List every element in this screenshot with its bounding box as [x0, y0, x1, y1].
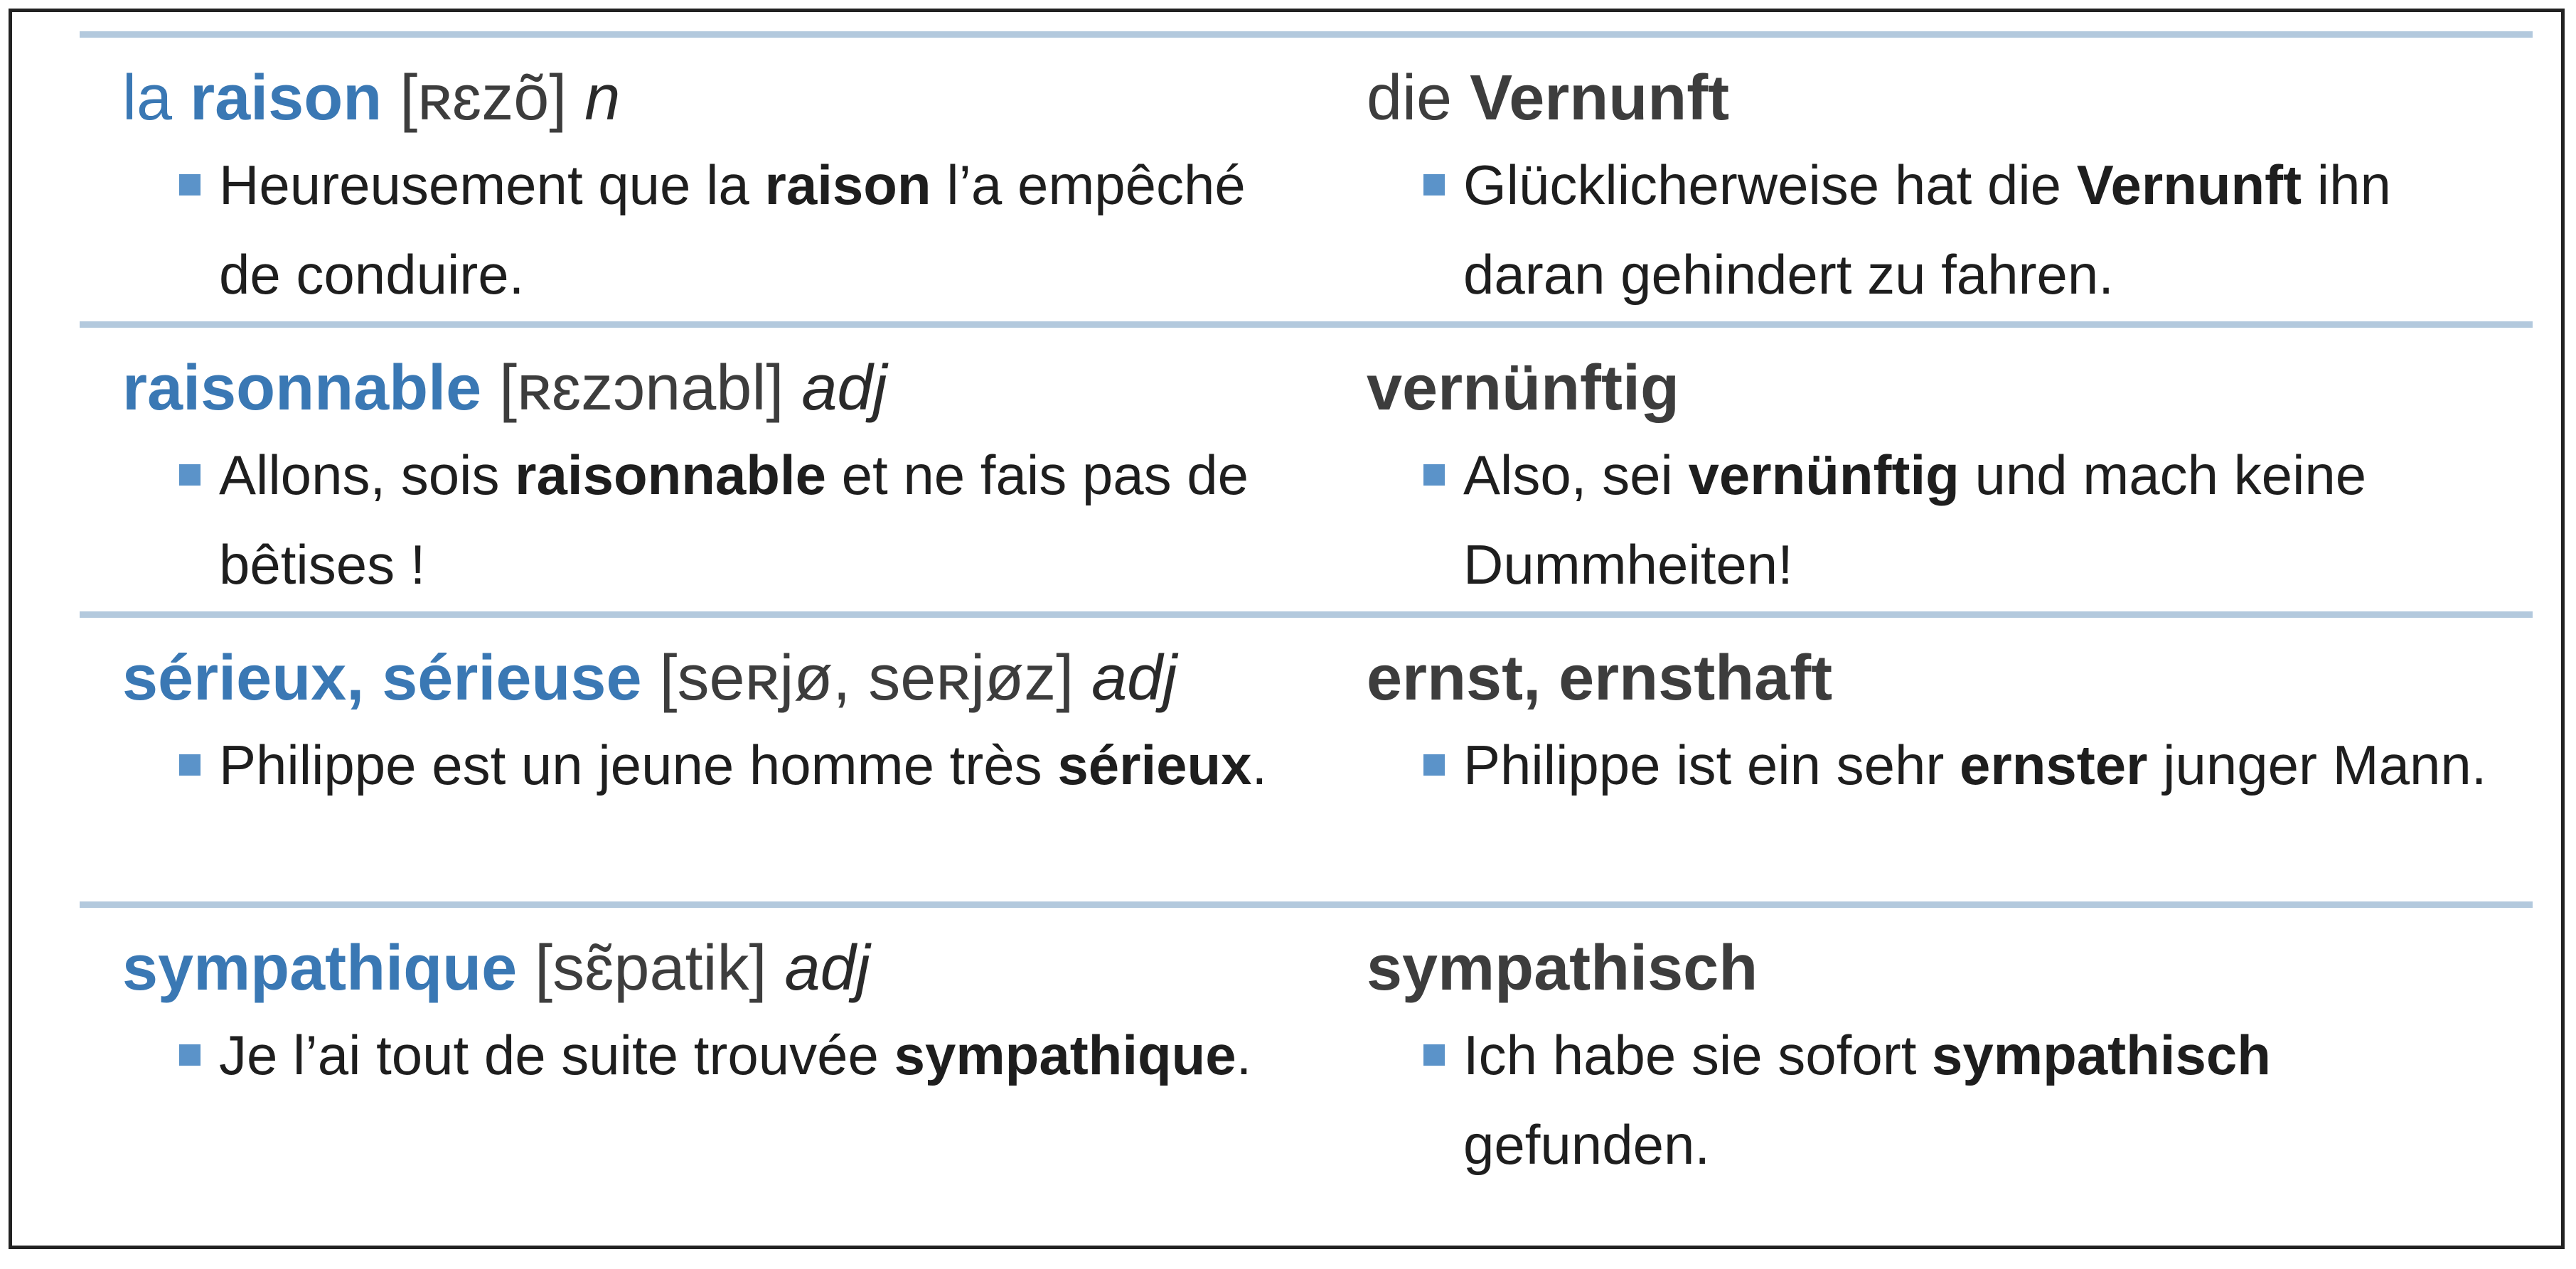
- french-headword: [122, 56, 1303, 140]
- part-of-speech: adj: [1091, 643, 1177, 714]
- vocab-entry: [80, 31, 2533, 321]
- german-headword: [1367, 346, 2518, 430]
- german-article: die: [1367, 63, 1453, 134]
- vocab-entry: [80, 901, 2533, 1192]
- vocabulary-frame: [9, 9, 2565, 1249]
- example-highlight: sympathique: [894, 1024, 1236, 1086]
- german-lemma: vernünftig: [1367, 353, 1679, 424]
- vocab-entry: [80, 611, 2533, 901]
- french-headword: [122, 926, 1303, 1010]
- german-example: [1367, 1010, 2518, 1189]
- french-example: [122, 430, 1303, 609]
- french-headword: [122, 346, 1303, 430]
- example-text: et ne fais pas de bêtises !: [219, 444, 1249, 596]
- square-bullet-icon: [179, 754, 201, 776]
- german-example: [1367, 720, 2518, 810]
- example-text: ihn daran gehindert zu fahren.: [1463, 154, 2391, 306]
- german-lemma: ernst, ernsthaft: [1367, 643, 1833, 714]
- part-of-speech: adj: [801, 353, 887, 424]
- german-column: [1367, 926, 2518, 1189]
- example-highlight: vernünftig: [1688, 444, 1960, 506]
- pronunciation: [seʀjø, seʀjøz]: [659, 643, 1074, 714]
- example-text: Ich habe sie sofort: [1463, 1024, 1933, 1086]
- example-highlight: sérieux: [1057, 734, 1252, 796]
- square-bullet-icon: [179, 174, 201, 196]
- example-text: Also, sei: [1463, 444, 1689, 506]
- example-highlight: Vernunft: [2076, 154, 2302, 216]
- part-of-speech: n: [584, 63, 621, 134]
- example-text: junger Mann.: [2147, 734, 2487, 796]
- french-column: [122, 636, 1303, 810]
- german-example: [1367, 430, 2518, 609]
- french-lemma: sérieux, sérieuse: [122, 643, 642, 714]
- example-text: Je l’ai tout de suite trouvée: [219, 1024, 894, 1086]
- pronunciation: [ʀɛzõ]: [400, 63, 567, 134]
- example-text: und mach keine Dummheiten!: [1463, 444, 2367, 596]
- example-text: Heureusement que la: [219, 154, 765, 216]
- example-text: .: [1236, 1024, 1252, 1086]
- french-article: la: [122, 63, 173, 134]
- french-example: [122, 720, 1303, 810]
- vocabulary-list: [80, 31, 2533, 1192]
- french-column: [122, 346, 1303, 609]
- example-highlight: raison: [764, 154, 931, 216]
- french-lemma: raisonnable: [122, 353, 482, 424]
- square-bullet-icon: [1423, 174, 1445, 196]
- french-lemma: sympathique: [122, 933, 518, 1004]
- square-bullet-icon: [1423, 754, 1445, 776]
- german-headword: [1367, 636, 2518, 720]
- example-highlight: raisonnable: [515, 444, 826, 506]
- example-highlight: sympathisch: [1932, 1024, 2271, 1086]
- example-text: Allons, sois: [219, 444, 515, 506]
- german-headword: [1367, 926, 2518, 1010]
- example-text: l’a empêché de conduire.: [219, 154, 1246, 306]
- example-text: Glücklicherweise hat die: [1463, 154, 2077, 216]
- german-column: [1367, 636, 2518, 810]
- french-example: [122, 140, 1303, 319]
- pronunciation: [sɛ̃patik]: [535, 933, 767, 1004]
- vocab-entry: [80, 321, 2533, 611]
- french-column: [122, 56, 1303, 319]
- german-lemma: sympathisch: [1367, 933, 1758, 1004]
- french-headword: [122, 636, 1303, 720]
- square-bullet-icon: [179, 1044, 201, 1066]
- part-of-speech: adj: [784, 933, 870, 1004]
- french-example: [122, 1010, 1303, 1100]
- german-column: [1367, 56, 2518, 319]
- german-column: [1367, 346, 2518, 609]
- french-lemma: raison: [190, 63, 383, 134]
- example-text: .: [1251, 734, 1268, 796]
- pronunciation: [ʀɛzɔnabl]: [499, 353, 784, 424]
- example-highlight: ernster: [1960, 734, 2148, 796]
- square-bullet-icon: [179, 464, 201, 486]
- german-headword: [1367, 56, 2518, 140]
- example-text: gefunden.: [1463, 1113, 1711, 1176]
- square-bullet-icon: [1423, 464, 1445, 486]
- german-example: [1367, 140, 2518, 319]
- german-lemma: Vernunft: [1470, 63, 1730, 134]
- square-bullet-icon: [1423, 1044, 1445, 1066]
- example-text: Philippe est un jeune homme très: [219, 734, 1058, 796]
- french-column: [122, 926, 1303, 1100]
- example-text: Philippe ist ein sehr: [1463, 734, 1960, 796]
